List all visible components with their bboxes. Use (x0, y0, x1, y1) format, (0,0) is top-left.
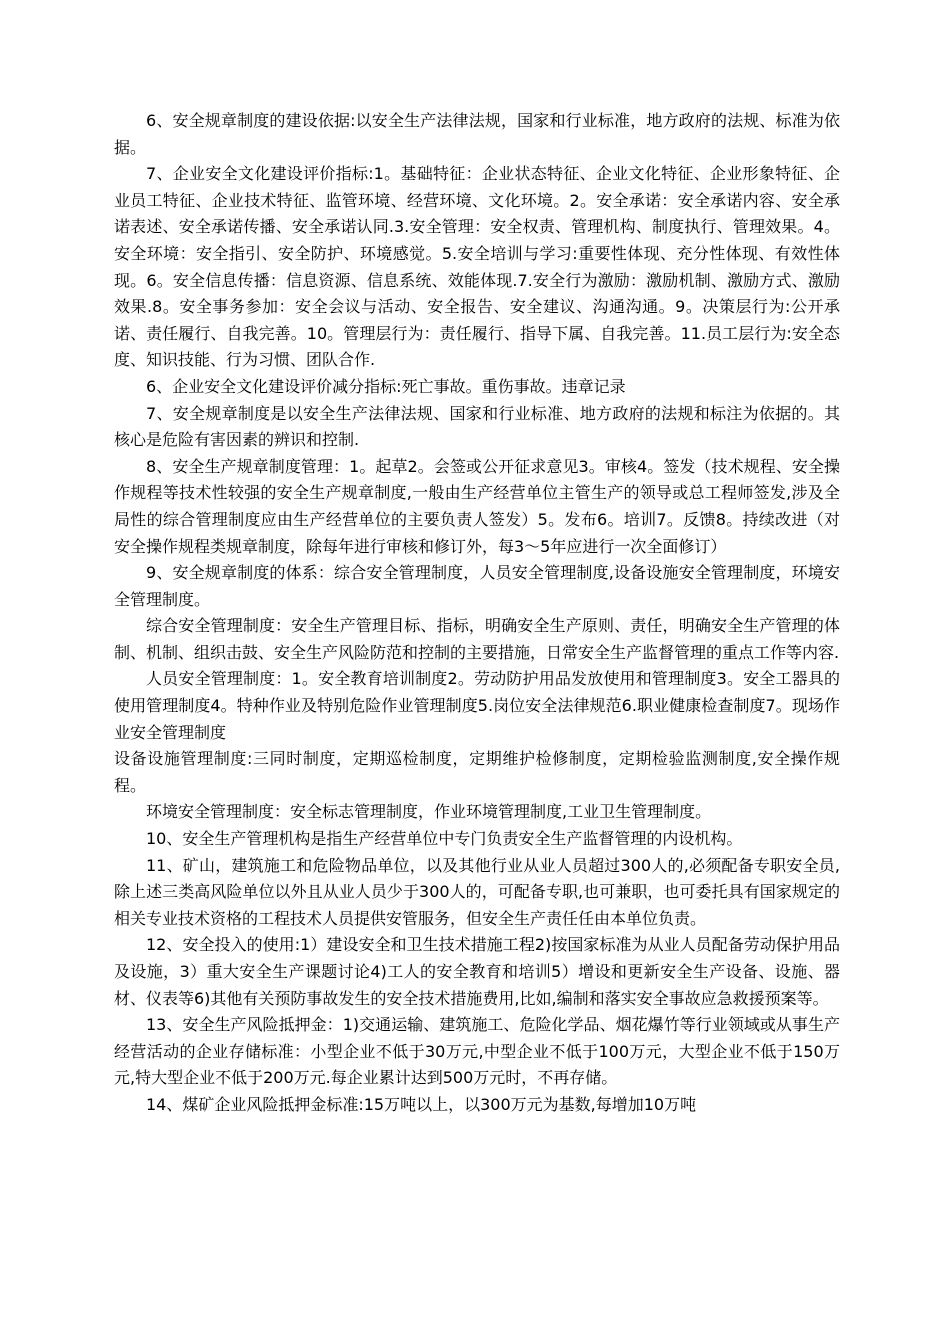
paragraph-6-basis: 6、安全规章制度的建设依据:以安全生产法律法规，国家和行业标准，地方政府的法规、标准为依据。 (114, 111, 840, 157)
paragraph-13-risk-deposit: 13、安全生产风险抵押金：1)交通运输、建筑施工、危险化学品、烟花爆竹等行业领域或从事生产经营活动的企业存储标准：小型企业不低于30万元,中型企业不低于100万元，大型企业不低于150万元,特大型企业不低于200万元.每企业累计达到500万元时，不再存储。 (114, 1015, 840, 1088)
paragraph-personnel-management: 人员安全管理制度：1。安全教育培训制度2。劳动防护用品发放使用和管理制度3。安全工器具的使用管理制度4。特种作业及特别危险作业管理制度5.岗位安全法律规范6.职业健康检查制度7。现场作业安全管理制度 (114, 669, 840, 742)
paragraph-10-management-agency: 10、安全生产管理机构是指生产经营单位中专门负责安全生产监督管理的内设机构。 (146, 829, 743, 849)
paragraph-comprehensive-management: 综合安全管理制度：安全生产管理目标、指标，明确安全生产原则、责任，明确安全生产管理的体制、机制、组织击鼓、安全生产风险防范和控制的主要措施，日常安全生产监督管理的重点工作等内容. (114, 616, 840, 662)
paragraph-6-deduction-indicators: 6、企业安全文化建设评价减分指标:死亡事故。重伤事故。违章记录 (146, 376, 626, 396)
paragraph-7-culture-indicators: 7、企业安全文化建设评价指标:1。基础特征：企业状态特征、企业文化特征、企业形象特征、企业员工特征、企业技术特征、监管环境、经营环境、文化环境。2。安全承诺：安全承诺内容、安全承诺表述、安全承诺传播、安全承诺认同.3.安全管理：安全权责、管理机构、制度执行、管理效果。4。安全环境：安全指引、安全防护、环境感觉。5.安全培训与学习:重要性体现、充分性体现、有效性体现。6。安全信息传播：信息资源、信息系统、效能体现.7.安全行为激励：激励机制、激励方式、激励效果.8。安全事务参加：安全会议与活动、安全报告、安全建议、沟通沟通。9。决策层行为:公开承诺、责任履行、自我完善。10。管理层行为：责任履行、指导下属、自我完善。11.员工层行为:安全态度、知识技能、行为习惯、团队合作. (114, 164, 840, 370)
paragraph-equipment-management: 设备设施管理制度:三同时制度，定期巡检制度，定期维护检修制度，定期检验监测制度,安全操作规程。 (114, 749, 840, 795)
paragraph-7-rules-basis: 7、安全规章制度是以安全生产法律法规、国家和行业标准、地方政府的法规和标注为依据的。其核心是危险有害因素的辨识和控制. (114, 403, 840, 450)
paragraph-environment-management: 环境安全管理制度：安全标志管理制度，作业环境管理制度,工业卫生管理制度。 (146, 802, 712, 822)
paragraph-12-safety-investment: 12、安全投入的使用:1）建设安全和卫生技术措施工程2)按国家标准为从业人员配备劳动保护用品及设施，3）重大安全生产课题讨论4)工人的安全教育和培训5）增设和更新安全生产设备、设施、器材、仪表等6)其他有关预防事故发生的安全技术措施费用,比如,编制和落实安全事故应急救援预案等。 (114, 935, 840, 1008)
paragraph-8-rules-management: 8、安全生产规章制度管理：1。起草2。会签或公开征求意见3。审核4。签发（技术规程、安全操作规程等技术性较强的安全生产规章制度,一般由生产经营单位主管生产的领导或总工程师签发,涉及全局性的综合管理制度应由生产经营单位的主要负责人签发）5。发布6。培训7。反馈8。持续改进（对安全操作规程类规章制度，除每年进行审核和修订外，每3～5年应进行一次全面修订） (114, 456, 840, 556)
paragraph-9-rules-system: 9、安全规章制度的体系：综合安全管理制度，人员安全管理制度,设备设施安全管理制度，环境安全管理制度。 (114, 563, 840, 609)
document-body (114, 108, 840, 1119)
paragraph-14-coal-deposit: 14、煤矿企业风险抵押金标准:15万吨以上，以300万元为基数,每增加10万吨 (146, 1094, 697, 1114)
paragraph-11-safety-officers: 11、矿山，建筑施工和危险物品单位，以及其他行业从业人员超过300人的,必须配备专职安全员,除上述三类高风险单位以外且从业人员少于300人的，可配备专职,也可兼职，也可委托具有国家规定的相关专业技术资格的工程技术人员提供安管服务，但安全生产责任任由本单位负责。 (114, 855, 840, 928)
